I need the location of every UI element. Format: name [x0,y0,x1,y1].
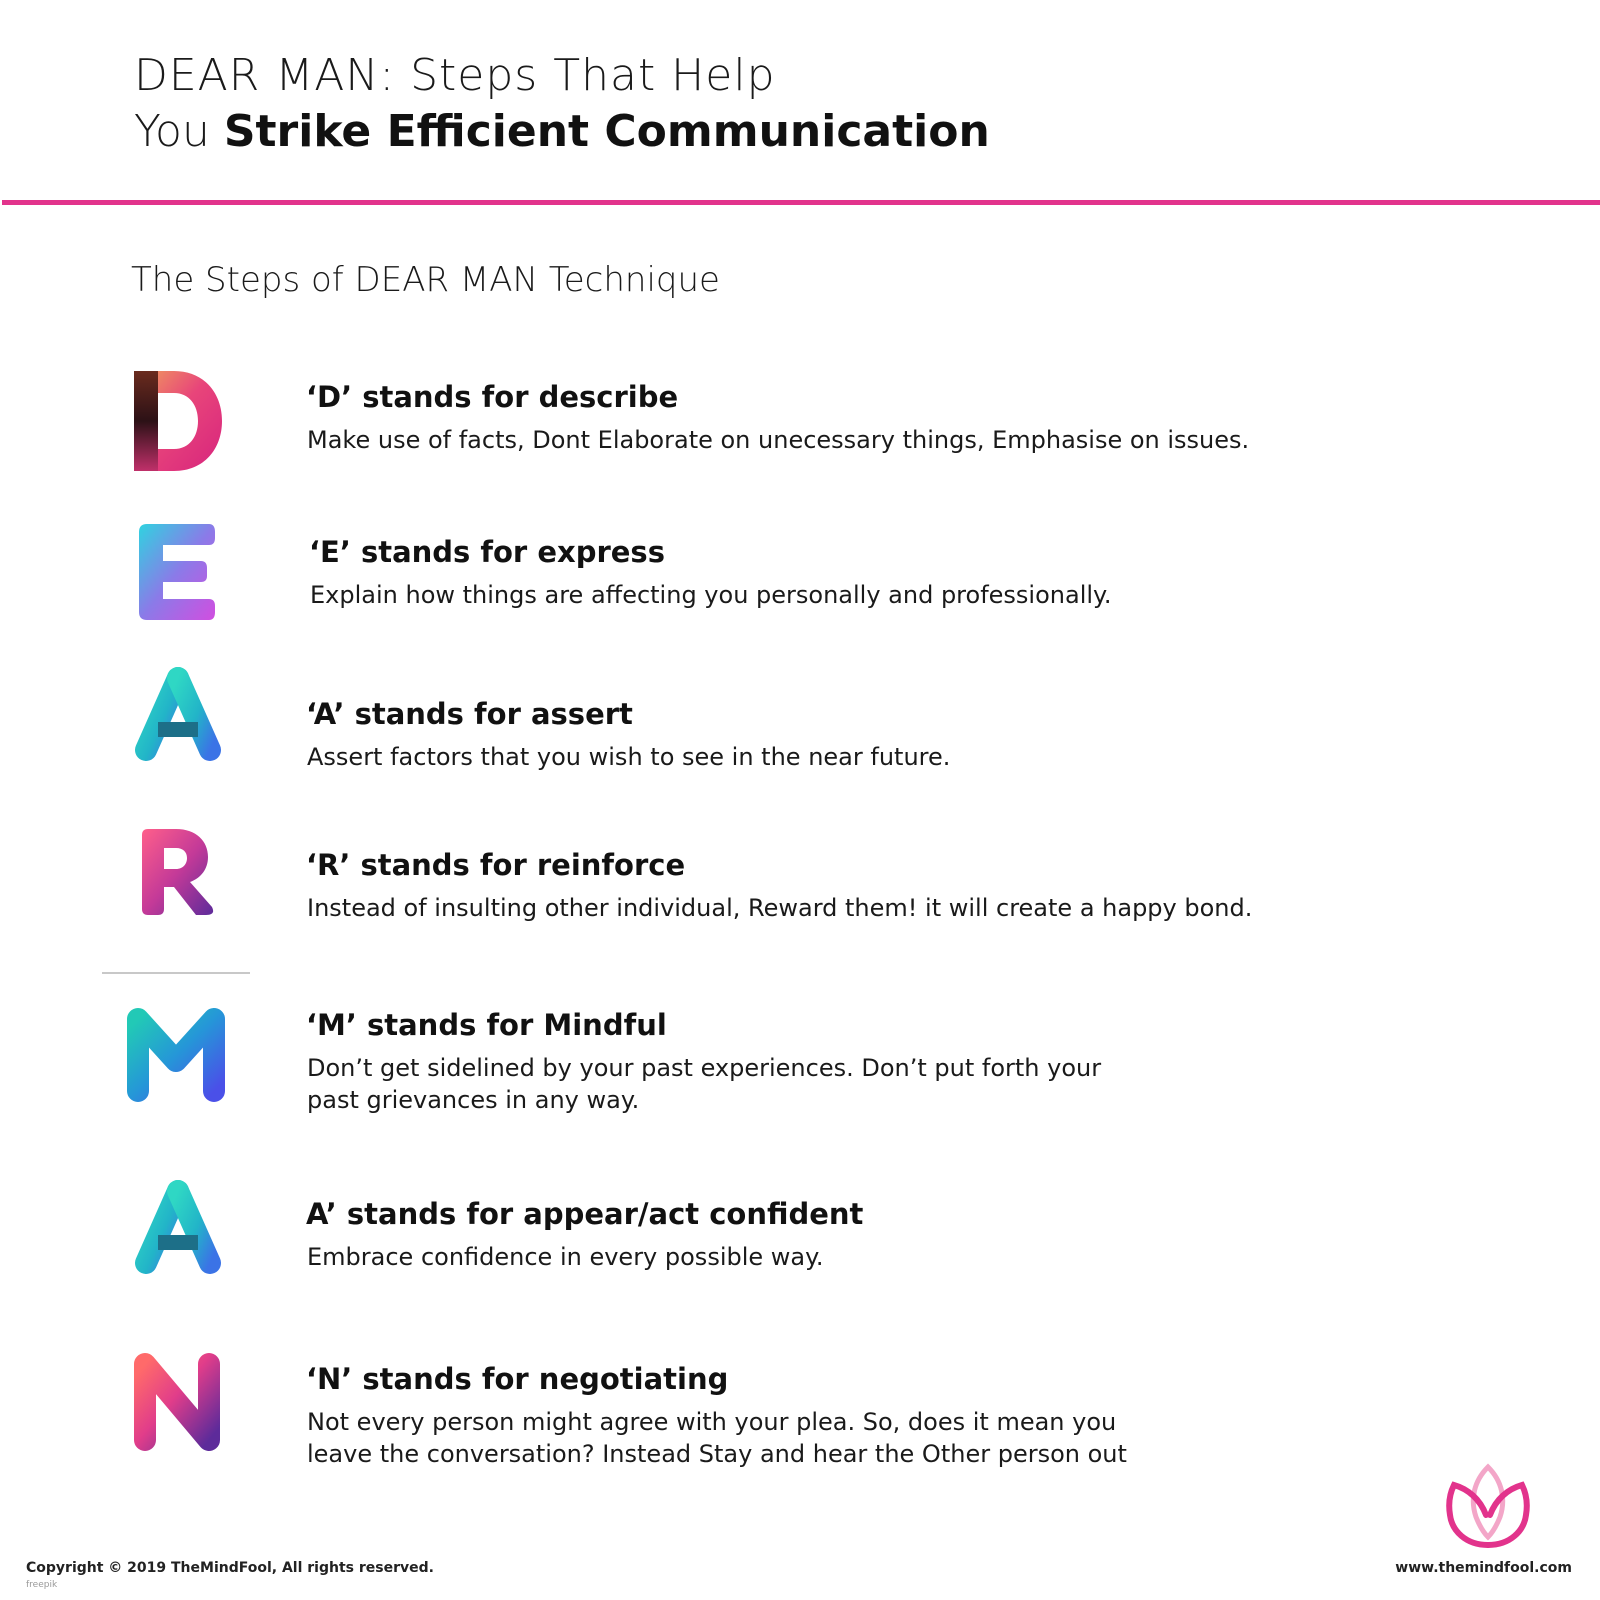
step-description [307,892,1252,924]
description-line: leave the conversation? Instead Stay and hear the Other person out [307,1440,1127,1468]
letter-d-icon [134,371,222,471]
separator-rule [102,972,250,974]
step-heading: ‘R’ stands for reinforce [306,848,686,882]
letter-m-icon [127,1009,225,1101]
step-description [307,1052,1101,1116]
description-line: Embrace confidence in every possible way. [307,1243,824,1271]
step-description [310,579,1111,611]
step-heading: ‘D’ stands for describe [306,380,679,414]
step-description [307,424,1249,456]
description-line: past grievances in any way. [307,1086,640,1114]
description-line: Assert factors that you wish to see in the near future. [307,743,951,771]
description-line: Not every person might agree with your plea. So, does it mean you [307,1408,1117,1436]
copyright-text: Copyright © 2019 TheMindFool, All rights reserved. [26,1560,434,1576]
description-line: Instead of insulting other individual, Reward them! it will create a happy bond. [307,894,1253,922]
page-title-line-2 [134,104,990,160]
page-title-line-1: DEAR MAN: Steps That Help [134,50,776,101]
description-line: Explain how things are affecting you personally and professionally. [310,581,1112,609]
header-divider [2,200,1600,205]
step-heading: ‘N’ stands for negotiating [306,1362,729,1396]
step-description [307,741,950,773]
step-heading: ‘E’ stands for express [309,535,665,569]
step-description [307,1406,1127,1470]
page-title-prefix: You [134,106,224,157]
step-heading: ‘A’ stands for assert [306,697,633,731]
letter-n-icon [134,1354,220,1450]
page-title-emphasis: Strike Efficient Communication [223,106,990,157]
description-line: Make use of facts, Dont Elaborate on unecessary things, Emphasise on issues. [307,426,1250,454]
step-description [307,1241,824,1273]
image-credit: freepik [26,1580,58,1590]
letter-a-icon [132,1183,224,1275]
lotus-logo-icon [1440,1459,1536,1555]
website-link[interactable]: www.themindfool.com [1395,1560,1572,1576]
letter-r-icon [142,829,214,915]
step-heading: A’ stands for appear/act confident [306,1197,864,1231]
description-line: Don’t get sidelined by your past experiences. Don’t put forth your [307,1054,1102,1082]
section-title: The Steps of DEAR MAN Technique [131,260,720,300]
letter-e-icon [139,524,215,620]
step-heading: ‘M’ stands for Mindful [306,1008,667,1042]
letter-a-icon [132,670,224,762]
